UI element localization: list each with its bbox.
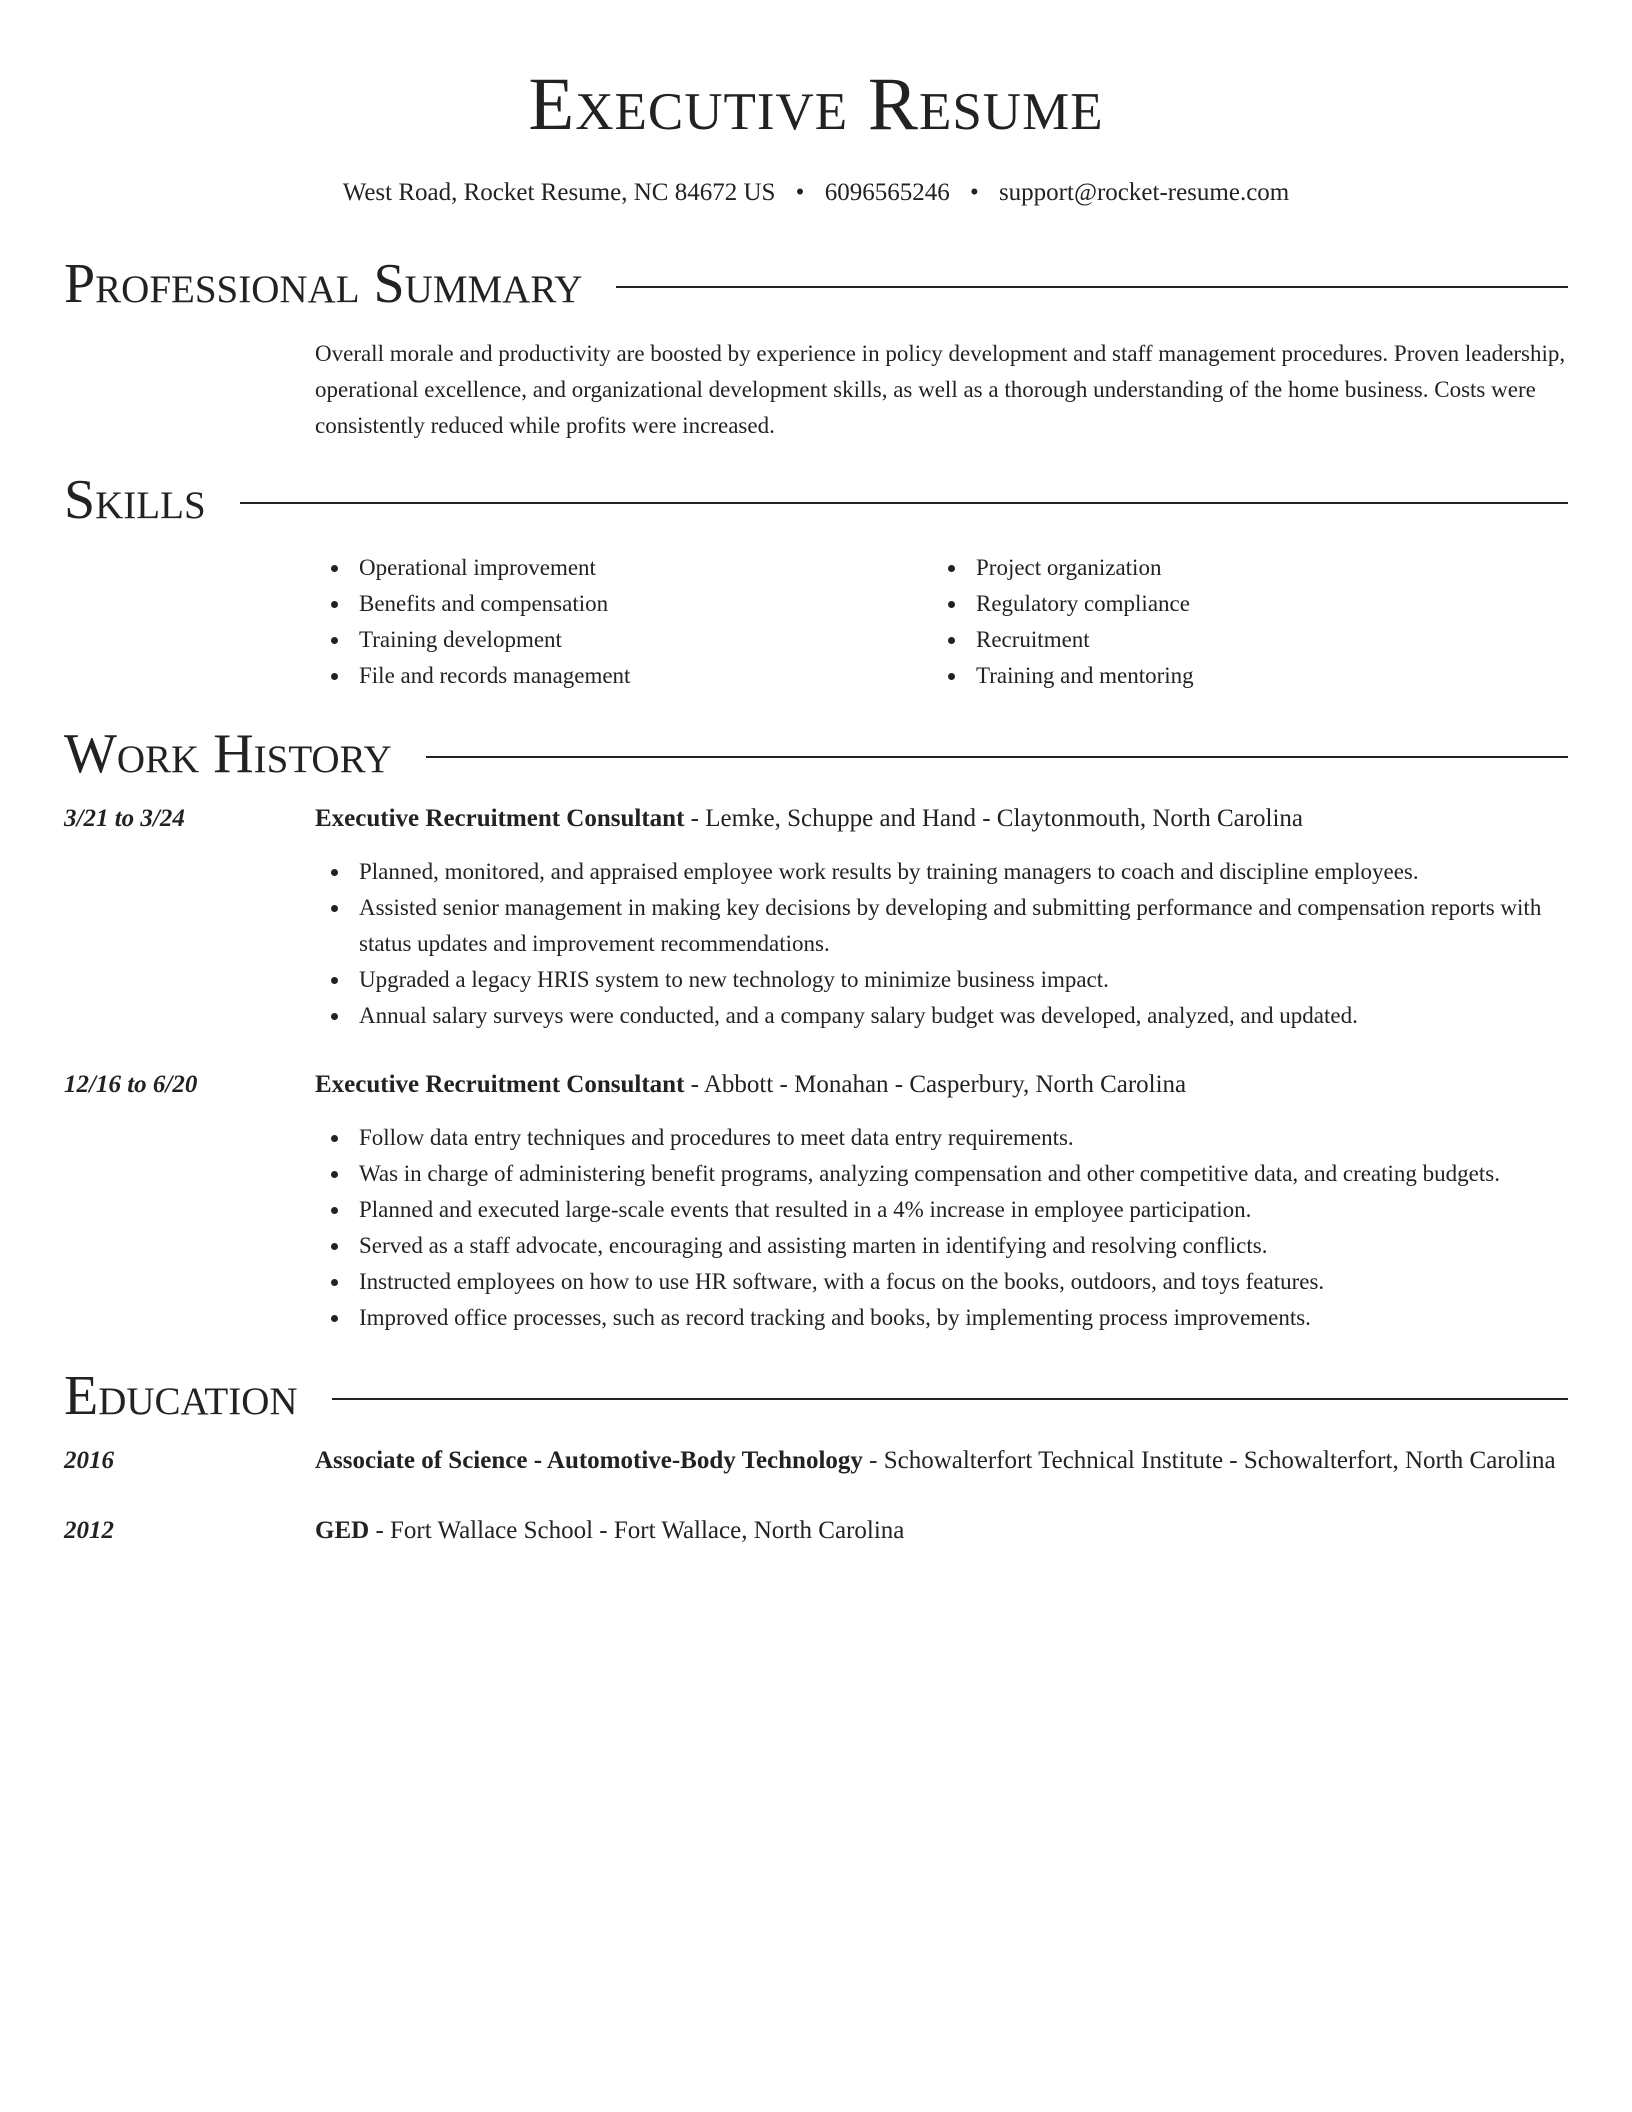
contact-line bbox=[64, 178, 1568, 208]
job-bullet: Annual salary surveys were conducted, and a company salary budget was developed, analyzed, and updated. bbox=[315, 998, 1568, 1034]
skills-column-left bbox=[315, 550, 932, 694]
job-bullet: Was in charge of administering benefit programs, analyzing compensation and other competitive data, and creating budgets. bbox=[315, 1156, 1568, 1192]
work-title-line bbox=[315, 1066, 1568, 1104]
job-bullet: Improved office processes, such as record tracking and books, by implementing process improvements. bbox=[315, 1300, 1568, 1336]
skills-section-header bbox=[64, 470, 1568, 530]
section-divider bbox=[240, 502, 1568, 504]
degree-title: Associate of Science - Automotive-Body Technology bbox=[315, 1447, 863, 1474]
education-title-line bbox=[315, 1512, 1568, 1550]
contact-address: West Road, Rocket Resume, NC 84672 US bbox=[342, 179, 776, 206]
work-title-line bbox=[315, 800, 1568, 838]
job-details: - Lemke, Schuppe and Hand - Claytonmouth, North Carolina bbox=[684, 805, 1304, 832]
summary-text: Overall morale and productivity are boosted by experience in policy development and staff management procedures. Proven leadership, operational excellence, and organizational development skills, as well as a thorough understanding of the home business. Costs were consistently reduced while profits were increased. bbox=[315, 341, 1566, 438]
work-entry-body bbox=[315, 1066, 1568, 1336]
skill-item: Benefits and compensation bbox=[315, 586, 932, 622]
job-bullet: Planned and executed large-scale events that resulted in a 4% increase in employee participation. bbox=[315, 1192, 1568, 1228]
skill-item: Training and mentoring bbox=[932, 658, 1549, 694]
education-entry-body bbox=[315, 1442, 1568, 1480]
skill-item: Regulatory compliance bbox=[932, 586, 1549, 622]
education-heading: Education bbox=[64, 1365, 298, 1427]
skill-item: Project organization bbox=[932, 550, 1549, 586]
skill-item: Training development bbox=[315, 622, 932, 658]
education-entry bbox=[64, 1512, 1568, 1550]
education-entry-body bbox=[315, 1512, 1568, 1550]
contact-separator: • bbox=[795, 179, 805, 206]
section-divider bbox=[426, 756, 1568, 758]
education-entry bbox=[64, 1442, 1568, 1480]
section-divider bbox=[332, 1398, 1568, 1400]
work-date: 3/21 to 3/24 bbox=[64, 805, 185, 832]
job-bullets bbox=[315, 854, 1568, 1034]
job-bullets bbox=[315, 1120, 1568, 1336]
section-divider bbox=[616, 286, 1568, 288]
contact-phone: 6096565246 bbox=[824, 179, 950, 206]
degree-title: GED bbox=[315, 1517, 370, 1544]
skills-list bbox=[315, 550, 1568, 694]
job-bullet: Assisted senior management in making key decisions by developing and submitting performance and compensation reports with status updates and improvement recommendations. bbox=[315, 890, 1568, 962]
job-title: Executive Recruitment Consultant bbox=[315, 1071, 685, 1098]
job-title: Executive Recruitment Consultant bbox=[315, 805, 685, 832]
skill-item: Recruitment bbox=[932, 622, 1549, 658]
education-date: 2012 bbox=[64, 1517, 114, 1544]
skills-heading: Skills bbox=[64, 469, 206, 531]
summary-heading: Professional Summary bbox=[64, 253, 583, 315]
work-entry bbox=[64, 1066, 1568, 1336]
skill-item: Operational improvement bbox=[315, 550, 932, 586]
education-title-line bbox=[315, 1442, 1568, 1480]
education-section-header bbox=[64, 1366, 1568, 1426]
job-bullet: Follow data entry techniques and procedures to meet data entry requirements. bbox=[315, 1120, 1568, 1156]
degree-details: - Fort Wallace School - Fort Wallace, North Carolina bbox=[369, 1517, 905, 1544]
work-date: 12/16 to 6/20 bbox=[64, 1071, 198, 1098]
contact-separator: • bbox=[969, 179, 979, 206]
work-heading: Work History bbox=[64, 723, 392, 785]
job-bullet: Upgraded a legacy HRIS system to new technology to minimize business impact. bbox=[315, 962, 1568, 998]
work-entry-body bbox=[315, 800, 1568, 1034]
skills-column-right bbox=[932, 550, 1549, 694]
summary-section-header bbox=[64, 254, 1568, 314]
job-details: - Abbott - Monahan - Casperbury, North Carolina bbox=[684, 1071, 1187, 1098]
skill-item: File and records management bbox=[315, 658, 932, 694]
contact-email: support@rocket-resume.com bbox=[998, 179, 1290, 206]
job-bullet: Served as a staff advocate, encouraging and assisting marten in identifying and resolving conflicts. bbox=[315, 1228, 1568, 1264]
education-date: 2016 bbox=[64, 1447, 114, 1474]
job-bullet: Planned, monitored, and appraised employee work results by training managers to coach and discipline employees. bbox=[315, 854, 1568, 890]
resume-name: Executive Resume bbox=[528, 63, 1104, 146]
degree-details: - Schowalterfort Technical Institute - Schowalterfort, North Carolina bbox=[862, 1447, 1556, 1474]
job-bullet: Instructed employees on how to use HR software, with a focus on the books, outdoors, and toys features. bbox=[315, 1264, 1568, 1300]
work-section-header bbox=[64, 724, 1568, 784]
work-entry bbox=[64, 800, 1568, 1034]
